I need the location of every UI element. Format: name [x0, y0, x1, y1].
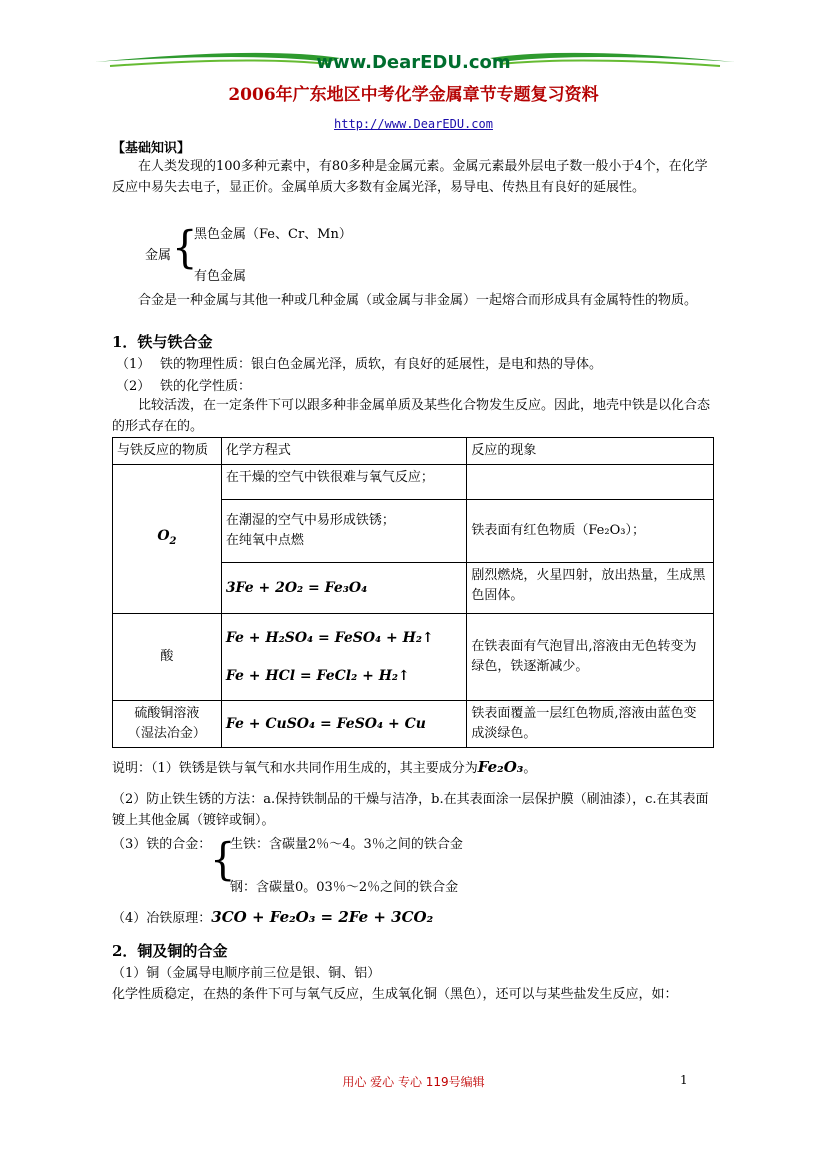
table-row [113, 614, 714, 701]
iron-physical-properties: 铁的物理性质：银白色金属光泽，质软，有良好的延展性，是电和热的导体。 [160, 357, 603, 372]
equation-formula: Fe + CuSO₄ = FeSO₄ + Cu [225, 715, 426, 732]
paragraph-iron-reactivity: 比较活泼，在一定条件下可以跟多种非金属单质及某些化合物发生反应。因此，地壳中铁是以化合态的形式存在的。 [112, 398, 711, 434]
phenomenon-cell: 剧烈燃烧，火星四射，放出热量，生成黑色固体。 [467, 563, 714, 614]
table-row [113, 701, 714, 748]
section-heading-iron: 1．铁与铁合金 [112, 333, 213, 351]
equation-line: 在纯氧中点燃 [225, 533, 304, 548]
note-2: （2）防止铁生锈的方法：a.保持铁制品的干燥与洁净，b.在其表面涂一层保护膜（刷油漆），c.在其表面镀上其他金属（镀锌或铜）。 [112, 792, 709, 828]
copper-item-1: （1）铜（金属导电顺序前三位是银、铜、铝） [112, 966, 381, 981]
reactant-cell-o2 [113, 465, 222, 614]
equation-formula: 3Fe + 2O₂ = Fe₃O₄ [225, 579, 368, 596]
reaction-table [112, 437, 714, 748]
equation-cell [221, 701, 467, 748]
note-3-pig-iron: 生铁：含碳量2％～4。3％之间的铁合金 [230, 837, 463, 852]
reactant-cell-acid: 酸 [113, 614, 222, 701]
phenomenon-cell: 铁表面覆盖一层红色物质,溶液由蓝色变成淡绿色。 [467, 701, 714, 748]
note-3-steel: 钢：含碳量0。03％～2％之间的铁合金 [230, 880, 459, 895]
note-1-text: 说明：（1）铁锈是铁与氧气和水共同作用生成的，其主要成分为 [112, 761, 478, 776]
table-header: 与铁反应的物质 [113, 438, 222, 465]
brace-icon: { [210, 834, 236, 886]
equation-formula: Fe + HCl = FeCl₂ + H₂↑ [225, 668, 410, 684]
phenomenon-cell: 铁表面有红色物质（Fe₂O₃）； [467, 500, 714, 563]
table-row [113, 465, 714, 500]
iron-chemical-properties: 铁的化学性质： [160, 379, 252, 394]
note-1-end: 。 [523, 761, 537, 776]
table-header: 化学方程式 [221, 438, 467, 465]
equation-line: 在潮湿的空气中易形成铁锈； [225, 513, 395, 528]
note-1 [112, 757, 536, 776]
color-metal-label: 有色金属 [194, 269, 247, 284]
site-name: www.DearEDU.com [316, 52, 511, 73]
equation-cell [221, 500, 467, 563]
reactant-cell-cuso4 [113, 701, 222, 748]
note-4-equation: 3CO + Fe₂O₃ = 2Fe + 3CO₂ [211, 908, 434, 926]
o2-formula: $O_2$ [157, 528, 177, 547]
page-number: 1 [680, 1073, 688, 1087]
black-metal-label: 黑色金属（Fe、Cr、Mn） [194, 227, 352, 242]
page-title: 2006年广东地区中考化学金属章节专题复习资料 [228, 85, 599, 105]
note-4 [112, 907, 433, 926]
section-heading-copper: 2．铜及铜的合金 [112, 942, 228, 960]
paragraph-copper: 化学性质稳定，在热的条件下可与氧气反应，生成氧化铜（黑色），还可以与某些盐发生反应，如： [112, 987, 678, 1002]
brace-icon: { [172, 222, 198, 274]
paragraph-metals-intro: 在人类发现的100多种元素中，有80多种是金属元素。金属元素最外层电子数一般小于4个，在化学反应中易失去电子，显正价。金属单质大多数有金属光泽，易导电、传热且有良好的延展性。 [112, 159, 708, 195]
table-header: 反应的现象 [467, 438, 714, 465]
section-heading-basics: 【基础知识】 [112, 141, 191, 156]
note-1-formula: Fe₂O₃ [477, 758, 524, 776]
phenomenon-cell [467, 465, 714, 500]
reactant-line: （湿法冶金） [127, 726, 206, 741]
table-header-row [113, 438, 714, 465]
paragraph-alloy: 合金是一种金属与其他一种或几种金属（或金属与非金属）一起熔合而形成具有金属特性的物质。 [138, 293, 698, 308]
metal-label: 金属 [145, 248, 172, 263]
note-4-label: （4）冶铁原理： [112, 911, 212, 926]
note-3-label: （3）铁的合金： [112, 837, 212, 852]
equation-cell [221, 614, 467, 701]
phenomenon-cell: 在铁表面有气泡冒出,溶液由无色转变为绿色，铁逐渐减少。 [467, 614, 714, 701]
footer-text: 用心 爱心 专心 119号编辑 [342, 1075, 485, 1089]
item-number-2: （2） [116, 379, 151, 394]
reactant-line: 硫酸铜溶液 [134, 706, 200, 721]
equation-formula: Fe + H₂SO₄ = FeSO₄ + H₂↑ [225, 630, 434, 646]
site-link[interactable]: http://www.DearEDU.com [334, 117, 493, 131]
item-number-1: （1） [116, 357, 151, 372]
equation-cell [221, 563, 467, 614]
equation-cell: 在干燥的空气中铁很难与氧气反应； [221, 465, 467, 500]
